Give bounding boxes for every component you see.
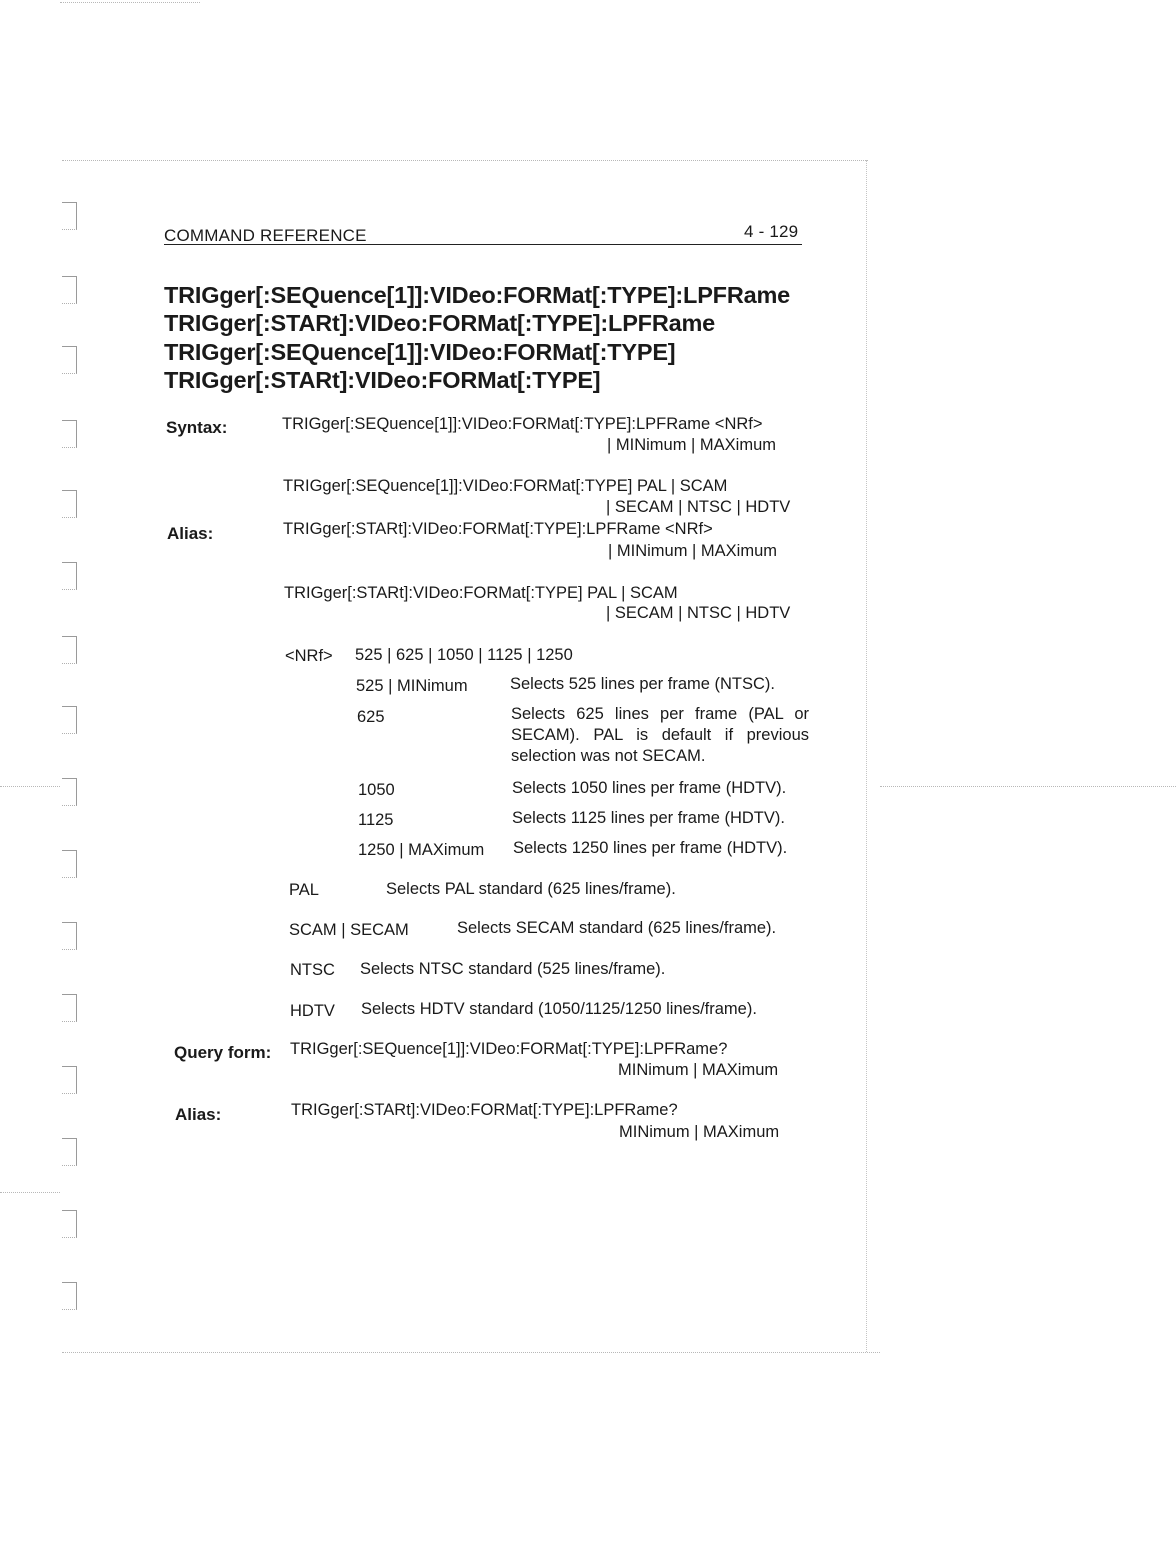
binder-tab-mark	[62, 994, 77, 1022]
nrf-row-desc: Selects 1125 lines per frame (HDTV).	[512, 809, 785, 827]
nrf-row-value: 525 | MINimum	[356, 677, 468, 695]
binder-tab-mark	[62, 706, 77, 734]
nrf-row-value: 1250 | MAXimum	[358, 841, 485, 859]
standard-desc: Selects NTSC standard (525 lines/frame).	[360, 960, 666, 978]
scan-top-edge	[60, 2, 200, 3]
binder-tab-mark	[62, 1066, 77, 1094]
binder-tab-mark	[62, 922, 77, 950]
binder-tab-mark	[62, 1282, 77, 1310]
nrf-row-value: 625	[357, 708, 385, 726]
query-line-cont: MINimum | MAXimum	[618, 1061, 779, 1079]
standard-desc: Selects PAL standard (625 lines/frame).	[386, 880, 676, 898]
binder-tab-mark	[62, 1138, 77, 1166]
query-line: TRIGger[:SEQuence[1]]:VIDeo:FORMat[:TYPE]:LPFRame?	[290, 1040, 728, 1058]
syntax-label: Syntax:	[166, 418, 228, 437]
query-alias-label: Alias:	[175, 1105, 222, 1124]
section-header: COMMAND REFERENCE	[164, 226, 367, 245]
syntax-line-cont: | MINimum | MAXimum	[607, 436, 776, 454]
standard-name: HDTV	[290, 1002, 335, 1020]
standard-desc: Selects HDTV standard (1050/1125/1250 lines/frame).	[361, 1000, 757, 1018]
binder-tab-mark	[62, 490, 77, 518]
standard-name: NTSC	[290, 961, 335, 979]
nrf-row-desc: Selects 1250 lines per frame (HDTV).	[513, 839, 788, 857]
alias-label: Alias:	[167, 524, 214, 543]
standard-name: PAL	[289, 881, 319, 899]
binder-tab-mark	[62, 636, 77, 664]
scan-border-right	[866, 160, 867, 1352]
nrf-row-value: 1050	[358, 781, 395, 799]
nrf-row-desc: Selects 525 lines per frame (NTSC).	[510, 675, 776, 693]
scan-fold-line-right	[880, 786, 1176, 787]
alias-line-cont: | MINimum | MAXimum	[608, 542, 777, 560]
nrf-values: 525 | 625 | 1050 | 1125 | 1250	[355, 646, 573, 664]
binder-tab-mark	[62, 202, 77, 230]
header-rule	[164, 244, 802, 245]
command-title: TRIGger[:STARt]:VIDeo:FORMat[:TYPE]	[164, 367, 601, 393]
binder-tab-mark	[62, 420, 77, 448]
binder-tab-mark	[62, 850, 77, 878]
command-title: TRIGger[:SEQuence[1]]:VIDeo:FORMat[:TYPE]	[164, 339, 676, 365]
syntax-line-cont: | SECAM | NTSC | HDTV	[606, 498, 791, 516]
query-label: Query form:	[174, 1043, 272, 1062]
syntax-line: TRIGger[:SEQuence[1]]:VIDeo:FORMat[:TYPE]:LPFRame <NRf>	[282, 415, 763, 433]
alias-line: TRIGger[:STARt]:VIDeo:FORMat[:TYPE] PAL | SCAM	[284, 584, 678, 602]
standard-name: SCAM | SECAM	[289, 921, 409, 939]
scan-border-top	[62, 160, 868, 161]
scan-fold-line-left	[0, 786, 60, 787]
query-alias-line-cont: MINimum | MAXimum	[619, 1123, 780, 1141]
alias-line: TRIGger[:STARt]:VIDeo:FORMat[:TYPE]:LPFRame <NRf>	[283, 520, 713, 538]
alias-line-cont: | SECAM | NTSC | HDTV	[606, 604, 791, 622]
query-alias-line: TRIGger[:STARt]:VIDeo:FORMat[:TYPE]:LPFRame?	[291, 1101, 678, 1119]
binder-tab-mark	[62, 1210, 77, 1238]
syntax-line: TRIGger[:SEQuence[1]]:VIDeo:FORMat[:TYPE] PAL | SCAM	[283, 477, 728, 495]
command-title: TRIGger[:STARt]:VIDeo:FORMat[:TYPE]:LPFRame	[164, 310, 716, 336]
scan-border-bottom	[62, 1352, 880, 1353]
binder-tab-mark	[62, 562, 77, 590]
scan-fold-line-low	[0, 1192, 60, 1193]
binder-tab-mark	[62, 276, 77, 304]
command-title: TRIGger[:SEQuence[1]]:VIDeo:FORMat[:TYPE]:LPFRame	[164, 282, 791, 308]
nrf-row-desc: Selects 625 lines per frame (PAL or SECAM). PAL is default if previous selection was not SECAM.	[511, 705, 809, 765]
nrf-row-value: 1125	[358, 811, 394, 829]
binder-tab-mark	[62, 778, 77, 806]
nrf-label: <NRf>	[285, 647, 333, 665]
nrf-row-desc: Selects 1050 lines per frame (HDTV).	[512, 779, 787, 797]
binder-tab-mark	[62, 346, 77, 374]
standard-desc: Selects SECAM standard (625 lines/frame).	[457, 919, 777, 937]
page-number: 4 - 129	[744, 222, 799, 241]
